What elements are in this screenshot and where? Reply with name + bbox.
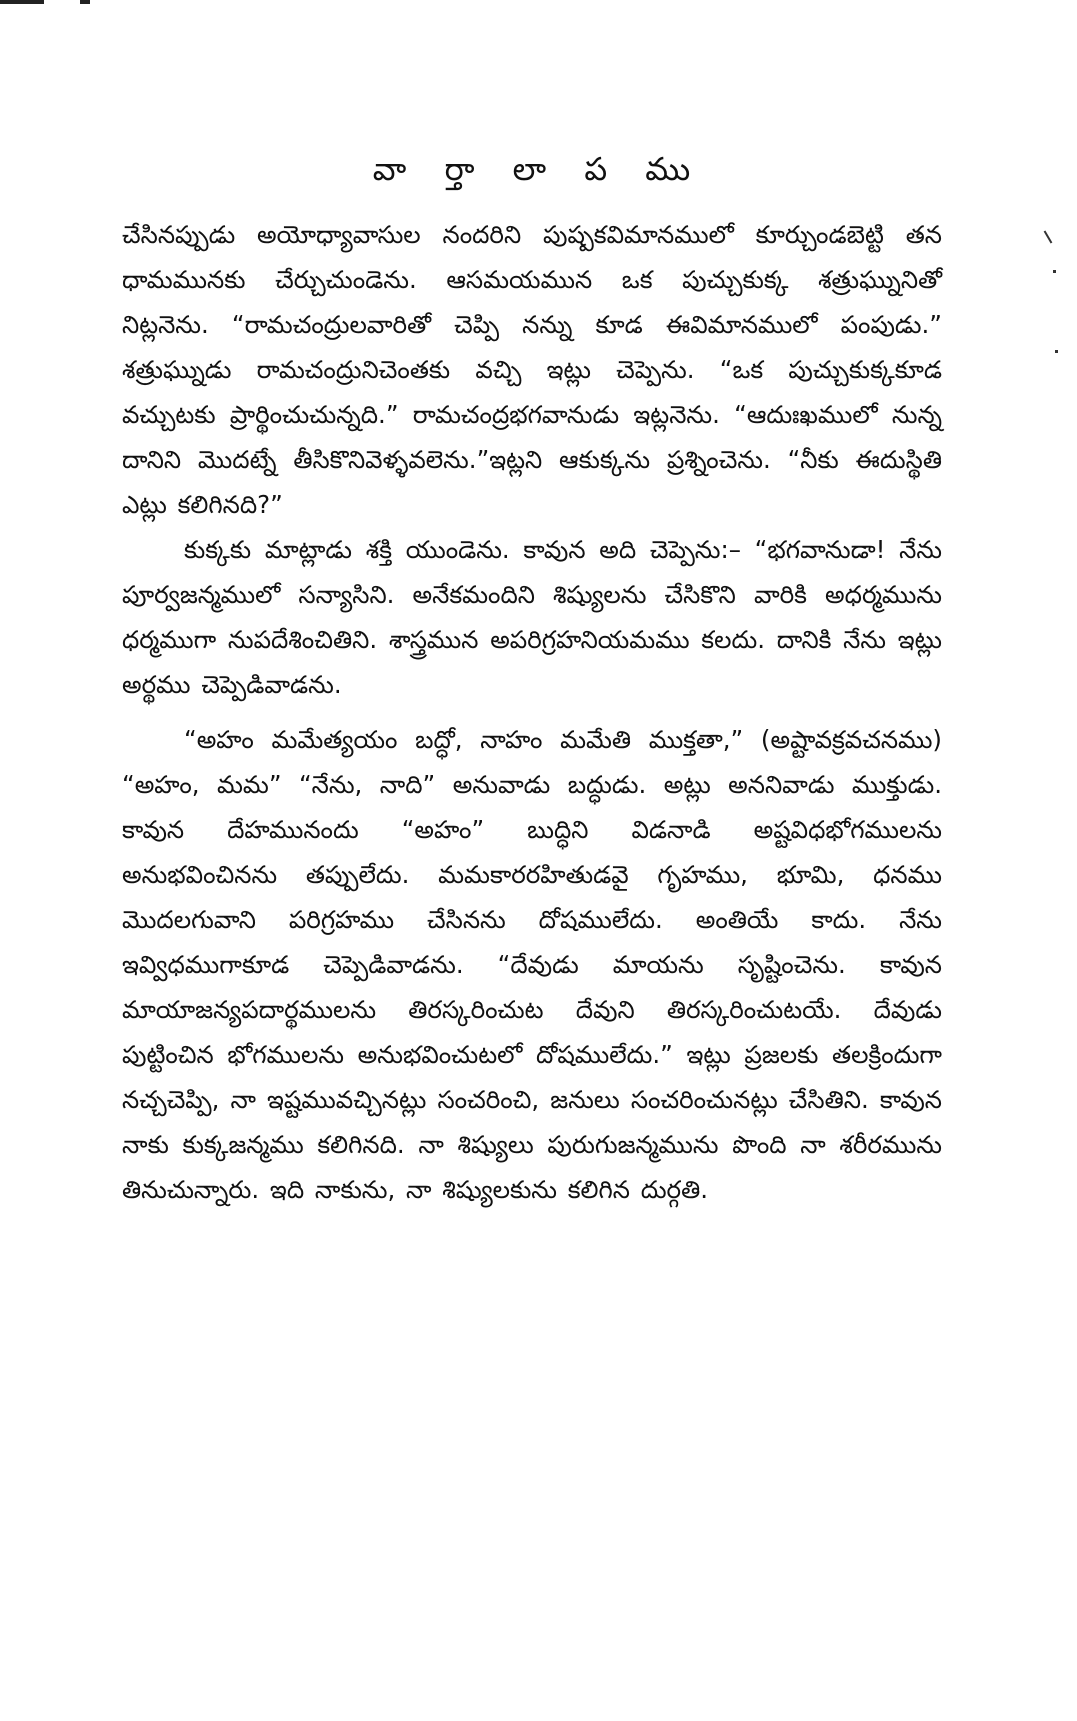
paragraph: కుక్కకు మాట్లాడు శక్తి యుండెను. కావున అది చెప్పెను:– “భగవానుడా! నేను పూర్వజన్మములో సన్యాసిని. అనేకమందిని శిష్యులను చేసికొని వారికి అధర్మమును ధర్మముగా నుపదేశించితిని. శాస్త్రమున అపరిగ్రహనియమము కలదు. దానికి నేను ఇట్లు అర్థము చెప్పెడివాడను. [122,535,942,699]
scan-edge-marks [0,0,120,8]
paragraph: “అహం మమేత్యయం బద్ధో, నాహం మమేతి ముక్తతా,” (అష్టావక్రవచనము) “అహం, మమ” “నేను, నాది” అనువాడు బద్ధుడు. అట్లు అననివాడు ముక్తుడు. కావున దేహమునందు “అహం” బుద్ధిని విడనాడి అష్టవిధభోగములను అనుభవించినను తప్పులేదు. మమకారరహితుడవై గృహము, భూమి, ధనము మొదలగువాని పరిగ్రహము చేసినను దోషములేదు. అంతియే కాదు. నేను ఇవ్విధముగాకూడ చెప్పెడివాడను. “దేవుడు మాయను సృష్టించెను. కావున మాయాజన్యపదార్థములను తిరస్కరించుట దేవుని తిరస్కరించుటయే. దేవుడు పుట్టించిన భోగములను అనుభవించుటలో దోషములేదు.” ఇట్లు ప్రజలకు తలక్రిందుగా నచ్చచెప్పి, నా ఇష్టమువచ్చినట్లు సంచరించి, జనులు సంచరించునట్లు చేసితిని. కావున నాకు కుక్కజన్మము కలిగినది. నా శిష్యులు పురుగుజన్మమును పొంది నా శరీరమును తినుచున్నారు. ఇది నాకును, నా శిష్యులకును కలిగిన దుర్గతి. [122,725,942,1204]
paragraph: చేసినప్పుడు అయోధ్యావాసుల నందరిని పుష్పకవిమానములో కూర్చుండబెట్టి తన ధామమునకు చేర్చుచుండెను. ఆసమయమున ఒక పుచ్చుకుక్క శత్రుఘ్నునితో నిట్లనెను. “రామచంద్రులవారితో చెప్పి నన్ను కూడ ఈవిమానములో పంపుడు.” శత్రుఘ్నుడు రామచంద్రునిచెంతకు వచ్చి ఇట్లు చెప్పెను. “ఒక పుచ్చుకుక్కకూడ వచ్చుటకు ప్రార్థించుచున్నది.” రామచంద్రభగవానుడు ఇట్లనెను. “ఆదుఃఖములో నున్న దానిని మొదట్నే తీసికొనివెళ్ళవలెను.”ఇట్లని ఆకుక్కను ప్రశ్నించెను. “నీకు ఈదుస్థితి ఎట్లు కలిగినది?” [122,220,942,519]
scan-edge-specks [1037,0,1077,1721]
running-head: వా ర్తా లా ప ము [372,150,705,188]
body-text [122,212,942,1212]
scan-mark [0,0,44,4]
scan-mark [80,0,90,4]
scan-speck [1055,350,1058,353]
scan-speck [1053,270,1056,273]
scan-speck [1044,230,1053,243]
